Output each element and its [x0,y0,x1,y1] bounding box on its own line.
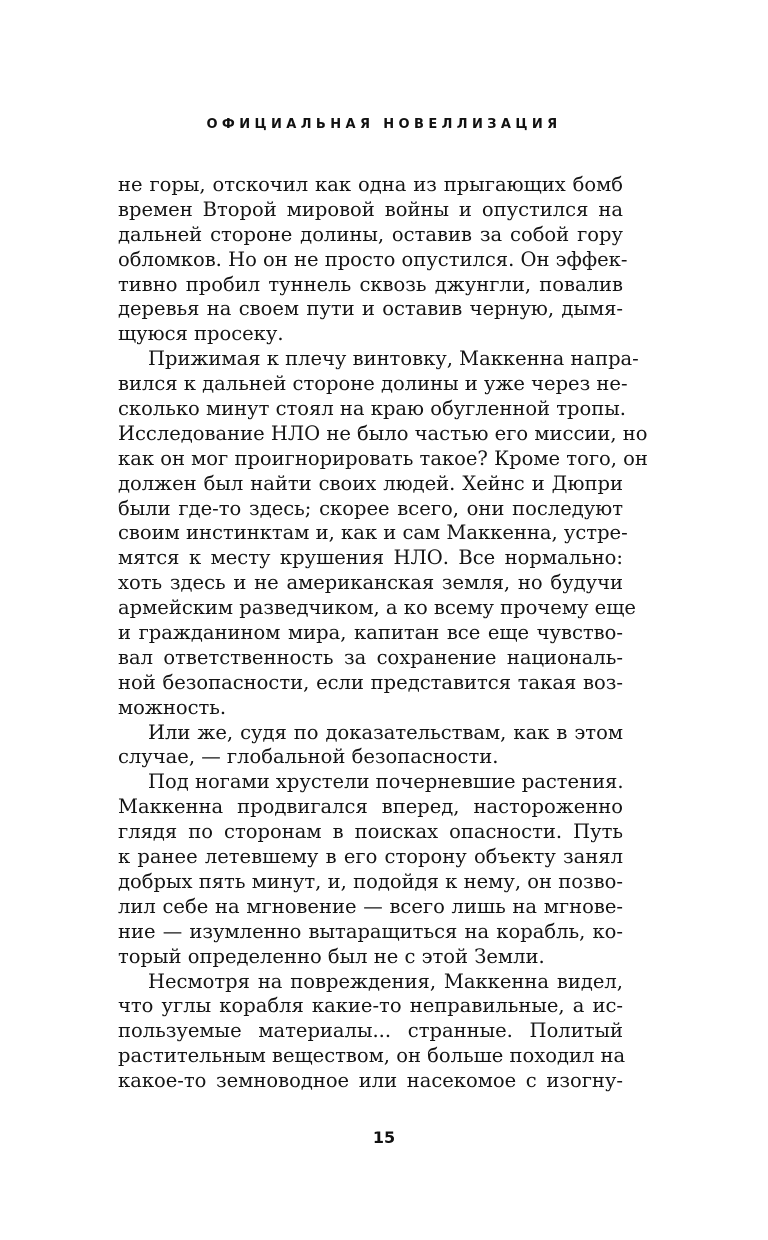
running-title: ОФИЦИАЛЬНАЯ НОВЕЛЛИЗАЦИЯ [206,117,562,132]
text-line: деревья на своем пути и оставив черную, дымя- [118,297,623,321]
text-line: лил себе на мгновение — всего лишь на мгнове- [118,894,623,918]
text-line: как он мог проигнорировать такое? Кроме того, он [118,446,648,470]
text-line: своим инстинктам и, как и сам Маккенна, устре- [118,521,628,545]
text-line: армейским разведчиком, а ко всему прочему еще [118,596,636,620]
text-line: обломков. Но он не просто опустился. Он эффек- [118,247,628,271]
text-line: Прижимая к плечу винтовку, Маккенна напра- [148,347,639,371]
text-line: должен был найти своих людей. Хейнс и Дюпри [118,471,623,495]
text-line: Или же, судя по доказательствам, как в этом [148,720,623,744]
text-line: можность. [118,695,227,719]
text-line: вал ответственность за сохранение националь- [118,645,623,669]
text-line: тивно пробил туннель сквозь джунгли, повалив [118,272,623,296]
page-number: 15 [372,1128,396,1147]
text-line: глядя по сторонам в поисках опасности. Путь [118,820,623,844]
body-text [118,173,648,1094]
text-line: добрых пять минут, и, подойдя к нему, он позво- [118,869,623,893]
text-line: времен Второй мировой войны и опустился на [118,197,623,221]
text-line: растительным веществом, он больше походил на [118,1044,626,1068]
text-line: мятся к месту крушения НЛО. Все нормально: [118,546,623,570]
text-line: дальней стороне долины, оставив за собой гору [118,222,623,246]
text-line-with-italic: случае, — глобальной безопасности. [118,745,499,769]
text-line: Маккенна продвигался вперед, настороженно [118,795,623,819]
text-line: сколько минут стоял на краю обугленной тропы. [118,397,626,421]
text-line-with-italic: торый определенно был не с этой Земли. [118,944,545,968]
text-line: какое-то земноводное или насекомое с изогну- [118,1069,623,1093]
text-line: вился к дальней стороне долины и уже через не- [118,372,628,396]
text-line: к ранее летевшему в его сторону объекту занял [118,845,623,869]
text-line: щуюся просеку. [118,322,284,346]
text-line: и гражданином мира, капитан все еще чувство- [118,621,623,645]
text-line: что углы корабля какие-то неправильные, а ис- [118,994,623,1018]
text-line: не горы, отскочил как одна из прыгающих бомб [118,173,623,196]
text-line: Несмотря на повреждения, Маккенна видел, [148,969,623,993]
text-line: Под ногами хрустели почерневшие растения. [148,770,624,794]
text-line: были где-то здесь; скорее всего, они последуют [118,496,623,520]
text-line: ной безопасности, если представится такая воз- [118,670,623,694]
text-line: Исследование НЛО не было частью его миссии, но [118,421,648,445]
text-line: хоть здесь и не американская земля, но будучи [118,571,623,595]
text-line: ние — изумленно вытаращиться на корабль, ко- [118,919,623,943]
text-line: пользуемые материалы... странные. Политый [118,1019,623,1043]
